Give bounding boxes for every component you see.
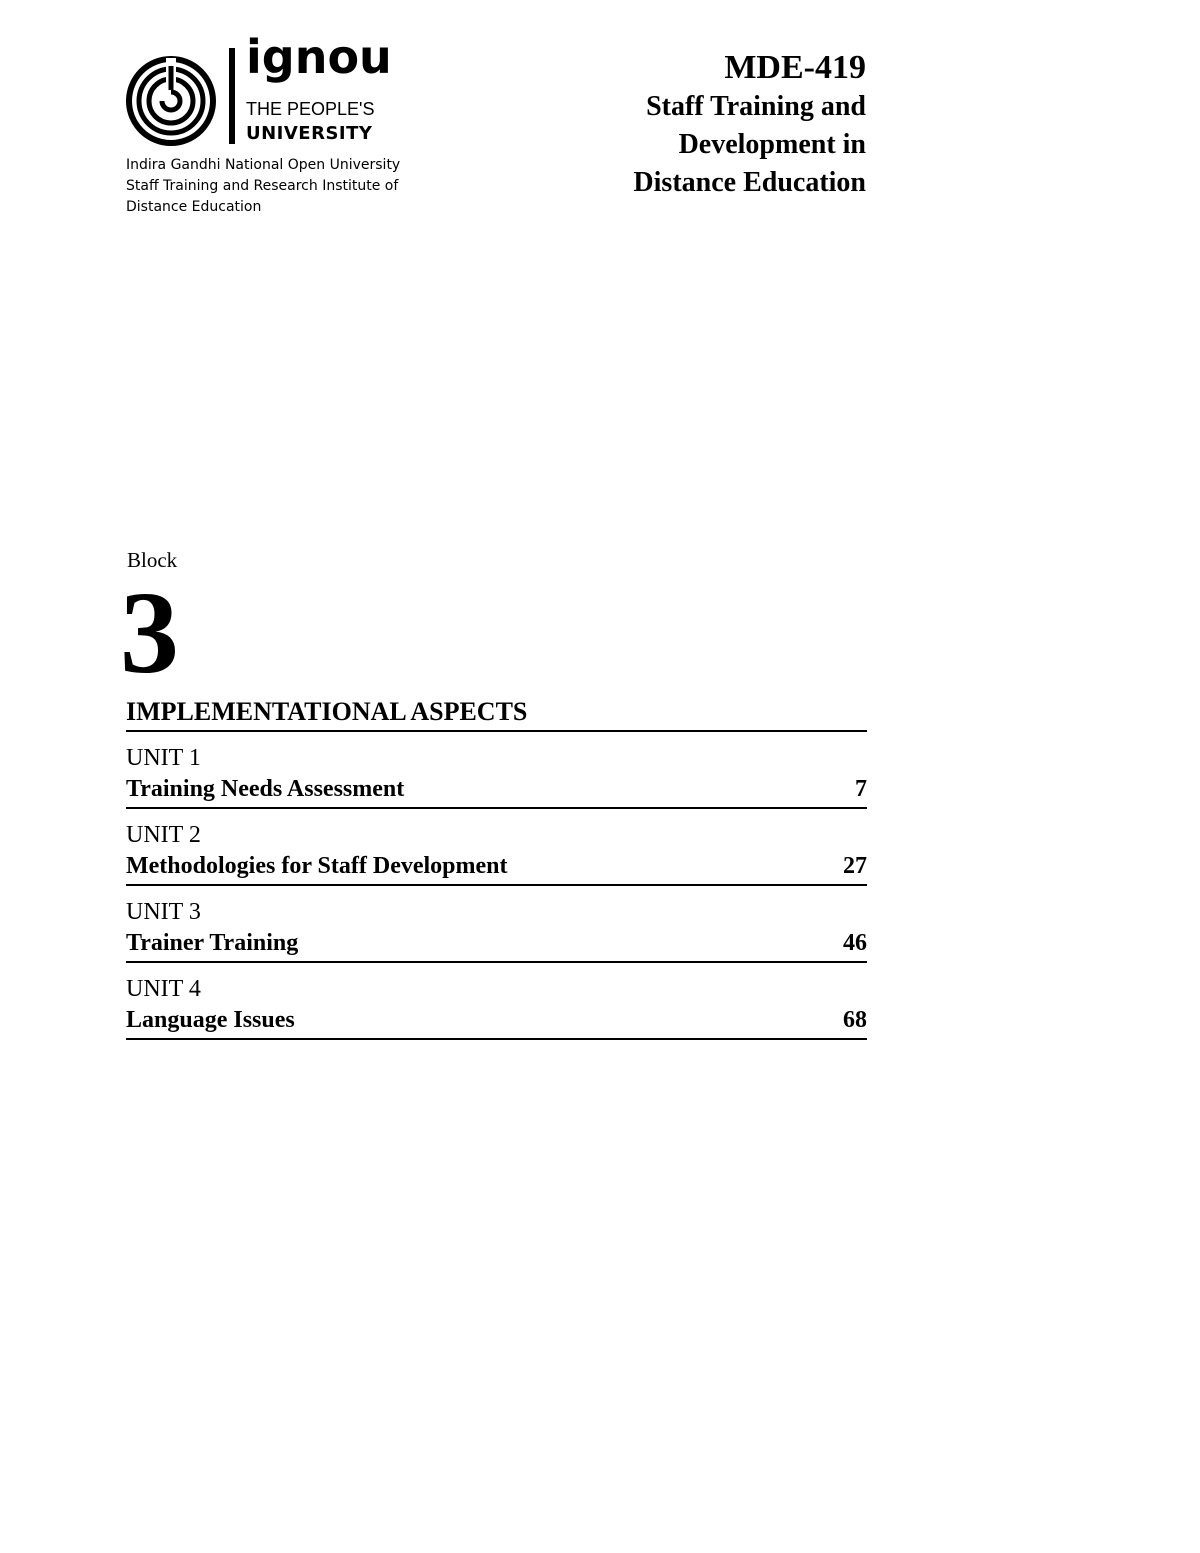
unit-entry (126, 809, 867, 886)
logo-divider (229, 48, 235, 144)
course-title-line: Development in (678, 129, 866, 160)
unit-title: Methodologies for Staff Development (126, 853, 508, 879)
unit-entry (126, 963, 867, 1040)
institute-line: Distance Education (126, 199, 262, 215)
unit-title: Trainer Training (126, 930, 299, 956)
unit-page-number: 27 (843, 853, 867, 879)
logo-wordmark: ignou (246, 30, 392, 84)
unit-label: UNIT 3 (126, 899, 201, 925)
unit-row (126, 927, 867, 959)
unit-row (126, 850, 867, 882)
course-code: MDE-419 (724, 49, 866, 86)
unit-title: Language Issues (126, 1007, 295, 1033)
unit-entry (126, 886, 867, 963)
unit-title: Training Needs Assessment (126, 776, 405, 802)
ignou-emblem-icon (126, 56, 216, 146)
unit-label: UNIT 2 (126, 822, 201, 848)
course-heading (633, 48, 866, 202)
logo-tagline-line1: THE PEOPLE'S (246, 99, 375, 119)
block-title: IMPLEMENTATIONAL ASPECTS (126, 696, 867, 732)
course-title-line: Staff Training and (646, 91, 866, 122)
logo-tagline-line2: UNIVERSITY (246, 123, 373, 144)
table-of-contents (126, 696, 867, 1040)
unit-entry (126, 732, 867, 809)
institute-name (126, 155, 400, 218)
course-title-line: Distance Education (633, 167, 866, 198)
institute-line: Indira Gandhi National Open University (126, 157, 401, 173)
block-label: Block (127, 548, 178, 572)
course-title (633, 88, 866, 202)
unit-label: UNIT 4 (126, 976, 201, 1002)
unit-page-number: 68 (843, 1007, 867, 1033)
unit-label: UNIT 1 (126, 745, 201, 771)
block-number: 3 (120, 567, 179, 698)
unit-page-number: 7 (855, 776, 867, 802)
unit-row (126, 773, 867, 805)
institute-line: Staff Training and Research Institute of (126, 178, 399, 194)
unit-page-number: 46 (843, 930, 867, 956)
unit-row (126, 1004, 867, 1036)
ignou-logo (126, 30, 416, 148)
